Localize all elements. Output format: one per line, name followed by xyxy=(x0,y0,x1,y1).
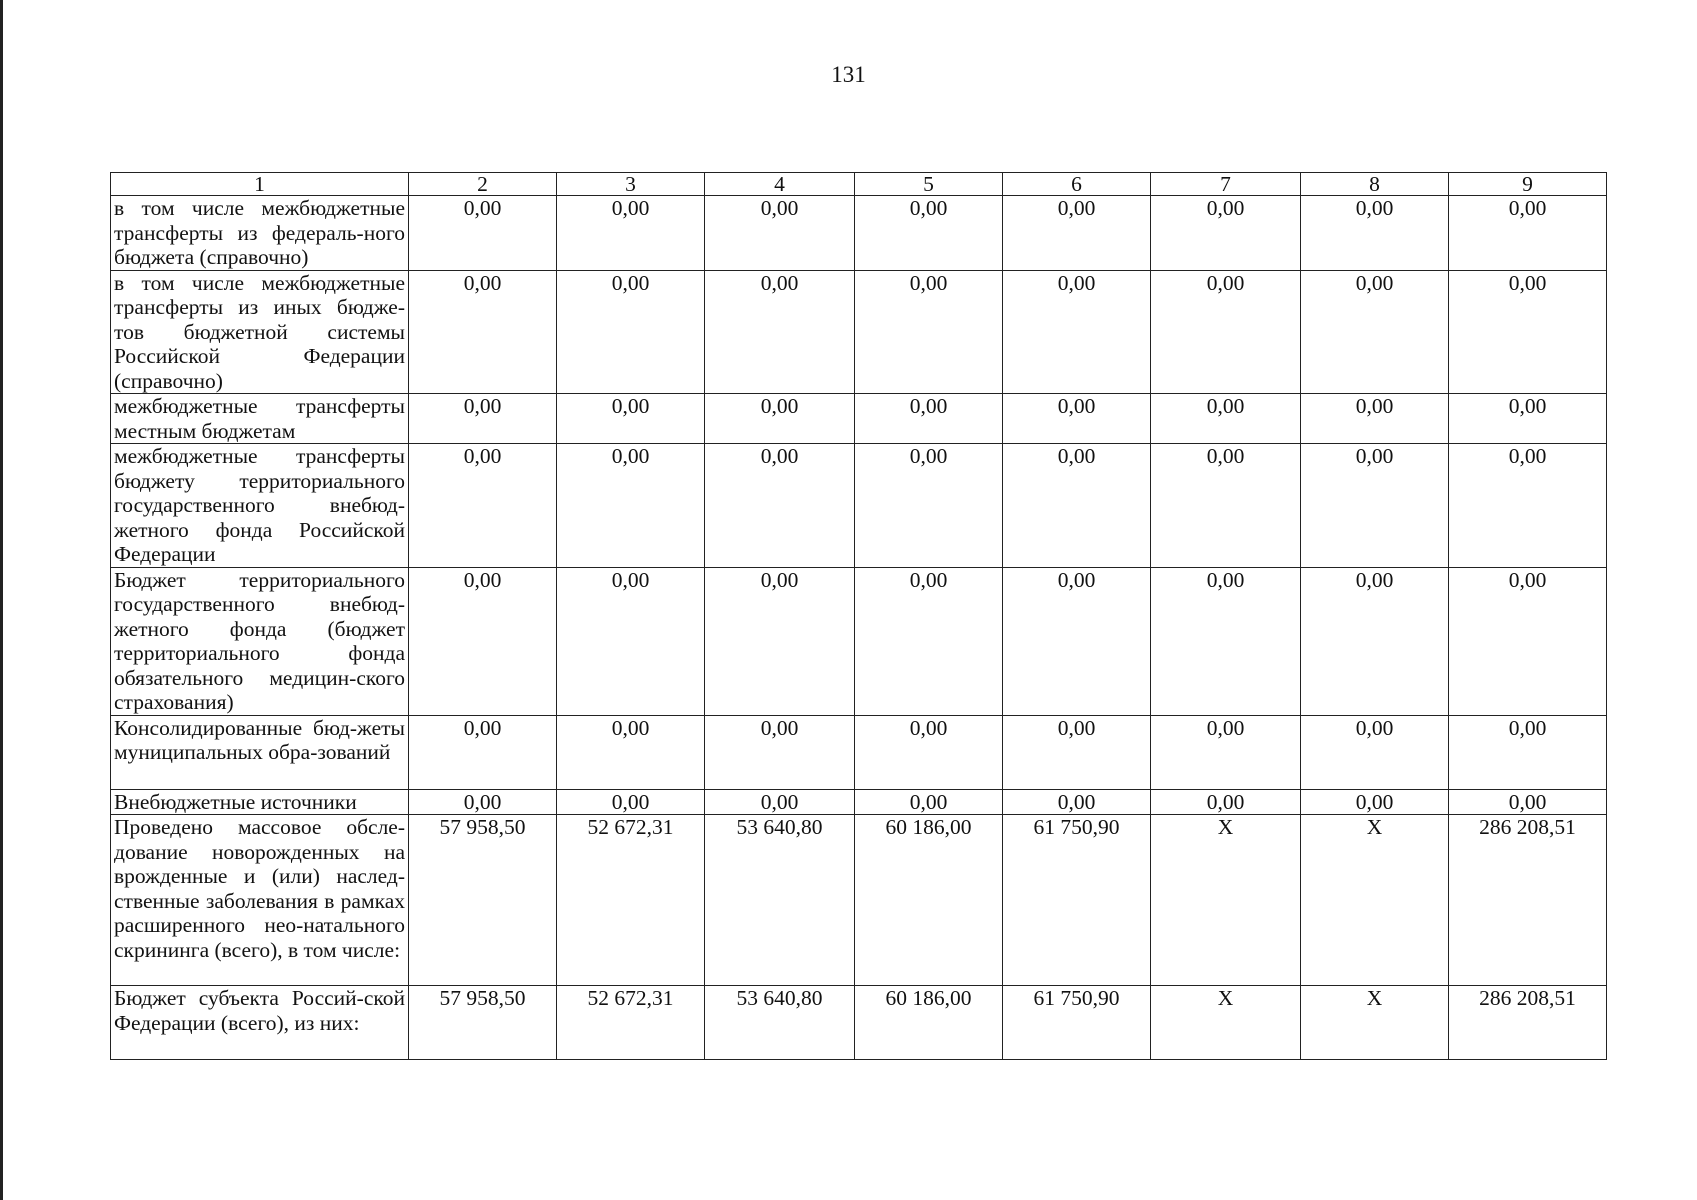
value-cell: 0,00 xyxy=(557,444,705,568)
page-number: 131 xyxy=(831,62,866,87)
value-cell: 0,00 xyxy=(1151,394,1301,444)
value-cell: 0,00 xyxy=(1003,444,1151,568)
value-cell: 0,00 xyxy=(1003,567,1151,715)
value-cell: 0,00 xyxy=(409,444,557,568)
value-cell: 0,00 xyxy=(705,394,855,444)
value-cell: X xyxy=(1151,986,1301,1060)
value-cell: 57 958,50 xyxy=(409,815,557,986)
value-cell: 0,00 xyxy=(705,196,855,271)
column-header: 3 xyxy=(557,173,705,196)
row-label: Проведено массовое обсле-дование новорожденных на врожденные и (или) наслед-ственные заболевания в рамках расширенного нео-натального скрининга (всего), в том числе: xyxy=(111,815,409,986)
value-cell: X xyxy=(1301,815,1449,986)
row-label: Бюджет субъекта Россий-ской Федерации (всего), из них: xyxy=(111,986,409,1060)
table-row xyxy=(111,444,1607,568)
table-row xyxy=(111,715,1607,789)
column-header: 6 xyxy=(1003,173,1151,196)
value-cell: 0,00 xyxy=(705,789,855,815)
row-label: в том числе межбюджетные трансферты из федераль-ного бюджета (справочно) xyxy=(111,196,409,271)
value-cell: 0,00 xyxy=(855,270,1003,394)
value-cell: 60 186,00 xyxy=(855,815,1003,986)
value-cell: 0,00 xyxy=(1003,789,1151,815)
row-label: Бюджет территориального государственного внебюд-жетного фонда (бюджет территориального фонда обязательного медицин-ского страхования) xyxy=(111,567,409,715)
value-cell: 0,00 xyxy=(409,789,557,815)
row-label: в том числе межбюджетные трансферты из иных бюдже-тов бюджетной системы Российской Федерации (справочно) xyxy=(111,270,409,394)
column-header: 1 xyxy=(111,173,409,196)
value-cell: 0,00 xyxy=(855,715,1003,789)
value-cell: 60 186,00 xyxy=(855,986,1003,1060)
value-cell: 0,00 xyxy=(1301,444,1449,568)
row-label: межбюджетные трансферты бюджету территориального государственного внебюд-жетного фонда Российской Федерации xyxy=(111,444,409,568)
value-cell: 61 750,90 xyxy=(1003,986,1151,1060)
value-cell: 52 672,31 xyxy=(557,986,705,1060)
value-cell: 0,00 xyxy=(705,715,855,789)
scan-left-edge xyxy=(0,0,3,1200)
value-cell: 0,00 xyxy=(1301,394,1449,444)
value-cell: 0,00 xyxy=(1449,444,1607,568)
value-cell: 0,00 xyxy=(1301,715,1449,789)
value-cell: 0,00 xyxy=(557,394,705,444)
value-cell: 0,00 xyxy=(1449,789,1607,815)
value-cell: 0,00 xyxy=(1003,270,1151,394)
header-row xyxy=(111,173,1607,196)
value-cell: 57 958,50 xyxy=(409,986,557,1060)
value-cell: 0,00 xyxy=(1151,715,1301,789)
value-cell: 0,00 xyxy=(1301,196,1449,271)
table-row xyxy=(111,196,1607,271)
value-cell: 0,00 xyxy=(705,567,855,715)
value-cell: 0,00 xyxy=(1449,270,1607,394)
value-cell: 286 208,51 xyxy=(1449,815,1607,986)
table-row xyxy=(111,270,1607,394)
table-row xyxy=(111,394,1607,444)
value-cell: 0,00 xyxy=(557,789,705,815)
value-cell: 0,00 xyxy=(705,444,855,568)
value-cell: 53 640,80 xyxy=(705,815,855,986)
value-cell: 0,00 xyxy=(855,444,1003,568)
value-cell: 0,00 xyxy=(1301,789,1449,815)
value-cell: 0,00 xyxy=(705,270,855,394)
value-cell: 0,00 xyxy=(1449,196,1607,271)
value-cell: 0,00 xyxy=(1151,196,1301,271)
value-cell: 0,00 xyxy=(557,270,705,394)
value-cell: 0,00 xyxy=(1449,567,1607,715)
row-label: Консолидированные бюд-жеты муниципальных обра-зований xyxy=(111,715,409,789)
column-header: 5 xyxy=(855,173,1003,196)
value-cell: 52 672,31 xyxy=(557,815,705,986)
value-cell: 61 750,90 xyxy=(1003,815,1151,986)
budget-table xyxy=(110,172,1607,1060)
value-cell: 0,00 xyxy=(1151,270,1301,394)
value-cell: 286 208,51 xyxy=(1449,986,1607,1060)
value-cell: 0,00 xyxy=(1151,789,1301,815)
value-cell: 0,00 xyxy=(855,394,1003,444)
value-cell: 0,00 xyxy=(1151,444,1301,568)
table-row xyxy=(111,789,1607,815)
table-row xyxy=(111,986,1607,1060)
value-cell: 0,00 xyxy=(557,715,705,789)
value-cell: 0,00 xyxy=(855,567,1003,715)
table-row xyxy=(111,815,1607,986)
value-cell: 0,00 xyxy=(557,567,705,715)
value-cell: 0,00 xyxy=(855,789,1003,815)
value-cell: 0,00 xyxy=(1449,394,1607,444)
value-cell: 0,00 xyxy=(409,394,557,444)
column-header: 2 xyxy=(409,173,557,196)
value-cell: 0,00 xyxy=(409,567,557,715)
value-cell: 0,00 xyxy=(1003,394,1151,444)
value-cell: 0,00 xyxy=(1151,567,1301,715)
value-cell: 0,00 xyxy=(409,196,557,271)
value-cell: 0,00 xyxy=(1449,715,1607,789)
row-label: межбюджетные трансферты местным бюджетам xyxy=(111,394,409,444)
value-cell: 0,00 xyxy=(855,196,1003,271)
row-label: Внебюджетные источники xyxy=(111,789,409,815)
value-cell: 0,00 xyxy=(409,270,557,394)
value-cell: 0,00 xyxy=(1301,567,1449,715)
column-header: 9 xyxy=(1449,173,1607,196)
table-row xyxy=(111,567,1607,715)
column-header: 4 xyxy=(705,173,855,196)
column-header: 7 xyxy=(1151,173,1301,196)
value-cell: 0,00 xyxy=(409,715,557,789)
value-cell: 0,00 xyxy=(557,196,705,271)
column-header: 8 xyxy=(1301,173,1449,196)
value-cell: 0,00 xyxy=(1003,715,1151,789)
table-body xyxy=(111,173,1607,1060)
value-cell: X xyxy=(1151,815,1301,986)
value-cell: 53 640,80 xyxy=(705,986,855,1060)
value-cell: 0,00 xyxy=(1003,196,1151,271)
value-cell: X xyxy=(1301,986,1449,1060)
value-cell: 0,00 xyxy=(1301,270,1449,394)
